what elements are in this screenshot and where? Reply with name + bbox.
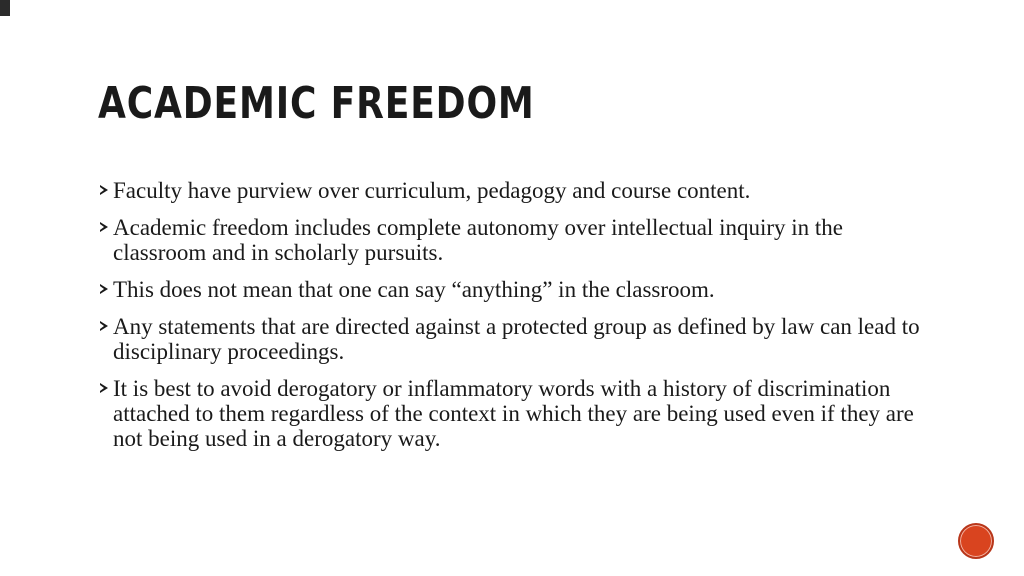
bullet-list (100, 178, 940, 463)
bullet-item (100, 376, 940, 451)
arrowhead-bullet-icon (100, 321, 108, 331)
bullet-text: This does not mean that one can say “anything” in the classroom. (113, 277, 715, 302)
bullet-item (100, 178, 940, 203)
arrowhead-bullet-icon (100, 284, 108, 294)
corner-accent-bar (0, 0, 10, 16)
slide-title: ACADEMIC FREEDOM (98, 78, 535, 129)
bullet-text: Any statements that are directed against a protected group as defined by law can lead to disciplinary proceedings. (113, 314, 920, 364)
bullet-item (100, 314, 940, 364)
arrowhead-bullet-icon (100, 185, 108, 195)
bullet-text: Faculty have purview over curriculum, pedagogy and course content. (113, 178, 751, 203)
bullet-text: Academic freedom includes complete autonomy over intellectual inquiry in the classroom and in scholarly pursuits. (113, 215, 844, 265)
bullet-item (100, 215, 940, 265)
slide-number-badge (958, 523, 994, 559)
bullet-text: It is best to avoid derogatory or inflammatory words with a history of discrimination attached to them regardless of the context in which they are being used even if they are not being used in a derogatory way. (113, 376, 914, 451)
bullet-item (100, 277, 940, 302)
arrowhead-bullet-icon (100, 222, 108, 232)
arrowhead-bullet-icon (100, 383, 108, 393)
